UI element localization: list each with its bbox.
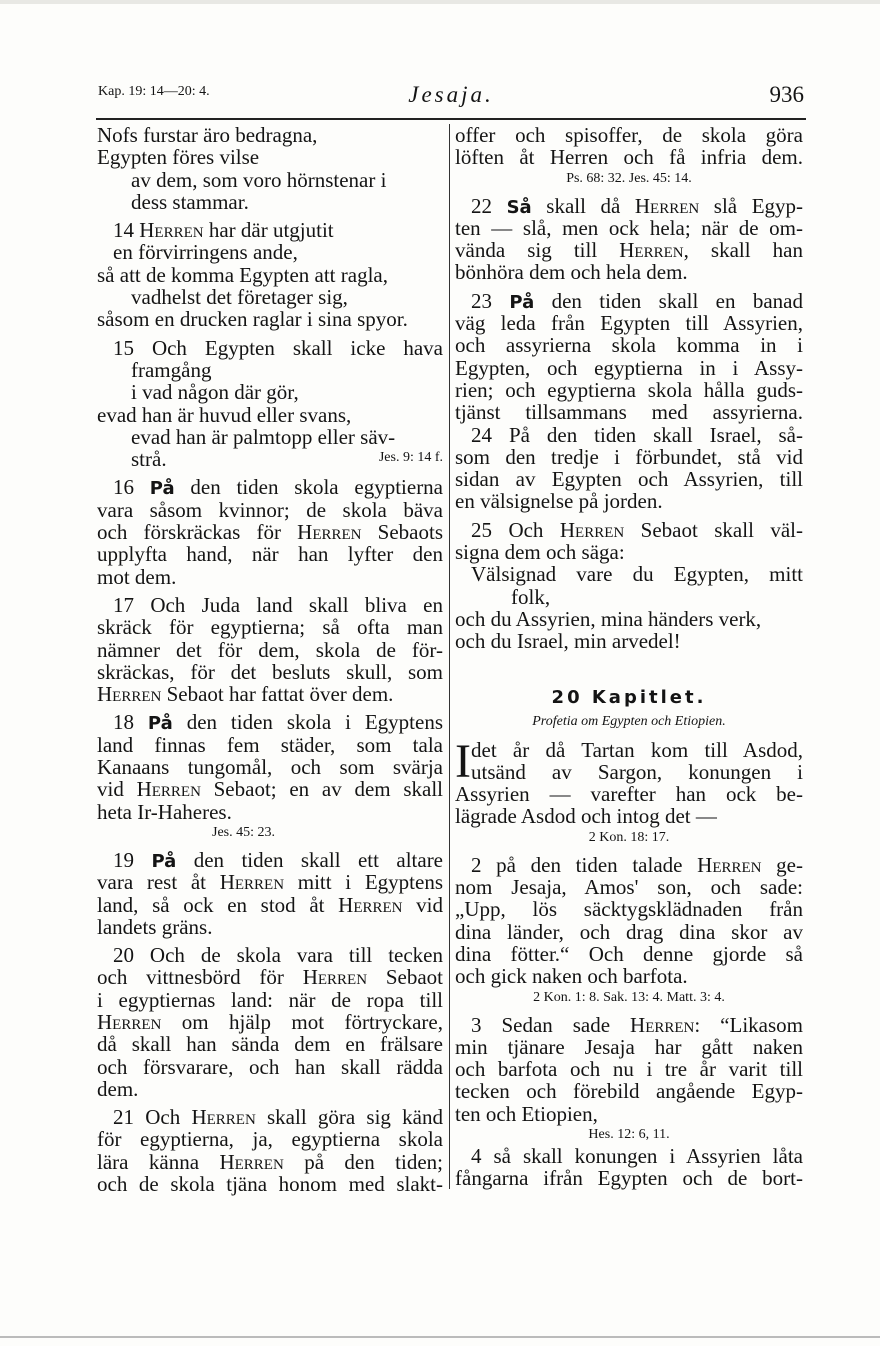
chapter-opening — [455, 734, 803, 788]
text-line: väg leda från Egypten till Assyrien, — [455, 311, 803, 336]
text-line: för egyptierna, ja, egyptierna skola — [97, 1127, 443, 1152]
column-divider — [449, 124, 450, 1189]
text-line: dess stammar. — [131, 189, 249, 214]
text-line: och du Israel, min arvedel! — [455, 629, 681, 654]
cross-reference: Jes. 45: 23. — [212, 824, 275, 840]
text-line: nämner det för dem, skola de för- — [97, 637, 443, 662]
chapter-heading: 20 Kapitlet. — [551, 686, 707, 708]
text-line: det år då Tartan kom till Asdod, — [471, 737, 803, 762]
text-line: Assyrien — varefter han ock be- — [455, 782, 803, 807]
text-line: landets gräns. — [97, 914, 213, 939]
text-line: vadhelst det företager sig, — [131, 285, 348, 310]
text-line: offer och spisoffer, de skola göra — [455, 123, 803, 147]
verse-25: 25 Och Herren Sebaot skall väl- — [471, 517, 803, 542]
text-line: i vad någon där gör, — [131, 380, 299, 405]
text-line: dina fötter.“ Och denne gjorde så — [455, 941, 803, 966]
text-line: och förskräckas för Herren Sebaots — [97, 520, 444, 545]
text-line: fångarna ifrån Egypten och de bort- — [455, 1166, 803, 1191]
verse-4: 4 så skall konungen i Assyrien låta — [471, 1143, 803, 1168]
header-rule — [96, 118, 806, 120]
text-line: ten och Etiopien, — [455, 1101, 598, 1126]
verse-23: 23 På den tiden skall en banad — [471, 288, 804, 313]
drop-cap: I — [455, 734, 471, 788]
cross-reference: 2 Kon. 1: 8. Sak. 13: 4. Matt. 3: 4. — [533, 989, 725, 1005]
verse-21: 21 Och Herren skall göra sig känd — [113, 1105, 443, 1130]
text-line: upplyfta hand, när han lyfter den — [97, 542, 443, 567]
text-line: då skall han sända dem en frälsare — [97, 1032, 443, 1057]
text-line: land, så ock en stod åt Herren vid — [97, 892, 443, 917]
text-line: Egypten, och egyptierna in i Assy- — [455, 355, 803, 380]
left-column — [97, 124, 443, 1195]
text-line: utsänd av Sargon, konungen i — [471, 759, 803, 784]
text-line: mot dem. — [97, 564, 177, 589]
scan-edge-top — [0, 0, 880, 4]
text-line: lära känna Herren på den tiden; — [97, 1149, 443, 1174]
book-title: Jesaja. — [408, 82, 494, 107]
chapter-verse-range: Kap. 19: 14—20: 4. — [98, 84, 210, 99]
verse-16: 16 På den tiden skola egyptierna — [113, 475, 444, 500]
text-line: Kanaans tungomål, och som svärja — [97, 755, 443, 780]
text-line: en välsignelse på jorden. — [455, 489, 663, 514]
verse-15: 15 Och Egypten skall icke hava — [113, 335, 443, 360]
text-line: vid Herren Sebaot; en av dem skall — [97, 777, 443, 802]
verse-19: 19 På den tiden skall ett altare — [113, 847, 444, 872]
text-line: av dem, som voro hörnstenar i — [131, 167, 387, 192]
text-line: bönhöra dem och hela dem. — [455, 260, 688, 285]
text-line: tecken och förebild angående Egyp- — [455, 1079, 803, 1104]
right-column — [455, 124, 803, 1190]
text-line: en förvirringens ande, — [113, 240, 298, 265]
text-line: strå. Jes. 9: 14 f. — [131, 447, 443, 472]
cross-reference: 2 Kon. 18: 17. — [588, 829, 670, 845]
text-line: och du Assyrien, mina händers verk, — [455, 606, 762, 631]
text-line: evad han är huvud eller svans, — [97, 402, 352, 427]
verse-17: 17 Och Juda land skall bliva en — [113, 592, 443, 617]
text-line: som den tredje i förbundet, stå vid — [455, 444, 803, 469]
text-line: löften åt Herren och få infria dem. — [455, 145, 803, 170]
verse-14: 14 Herren har där utgjutit — [113, 218, 334, 243]
text-line: och de skola tjäna honom med slakt- — [97, 1172, 443, 1197]
text-line: heta Ir-Haheres. — [97, 799, 232, 824]
text-line: skräck för egyptierna; så ofta man — [97, 615, 443, 640]
text-line: Egypten föres vilse — [97, 145, 260, 170]
verse-3: 3 Sedan sade Herren: “Likasom — [471, 1012, 803, 1037]
text-line: min tjänare Jesaja har gått naken — [455, 1034, 803, 1059]
text-line: framgång — [131, 357, 212, 382]
text-line: dem. — [97, 1076, 139, 1101]
verse-18: 18 På den tiden skola i Egyptens — [113, 710, 443, 735]
text-line: rien; och egyptierna skola hålla guds- — [455, 377, 803, 402]
text-line: „Upp, lös säcktygsklädnaden från — [455, 897, 803, 922]
text-line: Herren om hjälp mot förtryckare, — [97, 1009, 443, 1034]
text-line: vara såsom kvinnor; de skola bäva — [97, 497, 443, 522]
text-line: vara rest åt Herren mitt i Egyptens — [97, 870, 443, 895]
text-line: i egyptiernas land: när de ropa till — [97, 987, 443, 1012]
text-line: Nofs furstar äro bedragna, — [97, 123, 318, 147]
verse-22: 22 Så skall då Herren slå Egyp- — [471, 193, 804, 218]
text-line: och gick naken och barfota. — [455, 964, 688, 989]
text-line: lägrade Asdod och intog det — — [455, 804, 717, 829]
text-line: ten — slå, men ock hela; när de om- — [455, 215, 803, 240]
text-line: tjänst tillsammans med assyrierna. — [455, 400, 803, 425]
page-number: 936 — [769, 82, 804, 107]
chapter-subtitle: Profetia om Egypten och Etiopien. — [532, 713, 726, 729]
text-line: och barfota och nu i tre år varit till — [455, 1057, 803, 1082]
cross-reference: Jes. 9: 14 f. — [378, 450, 443, 466]
text-line: nom Jesaja, Amos' son, och sade: — [455, 875, 803, 900]
text-line: Välsignad vare du Egypten, mitt — [471, 562, 803, 587]
text-line: land finnas fem städer, som tala — [97, 732, 443, 757]
text-line: och assyrierna skola komma in i — [455, 333, 803, 358]
verse-20: 20 Och de skola vara till tecken — [113, 943, 443, 968]
text-line: skräckas, för det besluts skull, som — [97, 659, 443, 684]
text-line: så att de komma Egypten att ragla, — [97, 262, 388, 287]
text-line: signa dem och säga: — [455, 540, 625, 565]
text-line: vända sig till Herren, skall han — [455, 238, 803, 263]
text-line: såsom en drucken raglar i sina spyor. — [97, 307, 408, 332]
verse-24: 24 På den tiden skall Israel, så- — [471, 422, 803, 447]
verse-2: 2 på den tiden talade Herren ge- — [471, 852, 803, 877]
text-line: folk, — [511, 584, 551, 609]
text-line: och vittnesbörd för Herren Sebaot — [97, 965, 444, 990]
text-line: Herren Sebaot har fattat över dem. — [97, 682, 394, 707]
text-line: evad han är palmtopp eller säv- — [131, 424, 396, 449]
text-line: sidan av Egypten och Assyrien, till — [455, 467, 803, 492]
running-header — [98, 82, 804, 114]
text-line: och försvarare, och han skall rädda — [97, 1054, 443, 1079]
text-line: dina länder, och drag dina skor av — [455, 919, 803, 944]
cross-reference: Ps. 68: 32. Jes. 45: 14. — [566, 170, 692, 186]
cross-reference: Hes. 12: 6, 11. — [588, 1126, 670, 1142]
scan-edge-bottom — [0, 1336, 880, 1338]
